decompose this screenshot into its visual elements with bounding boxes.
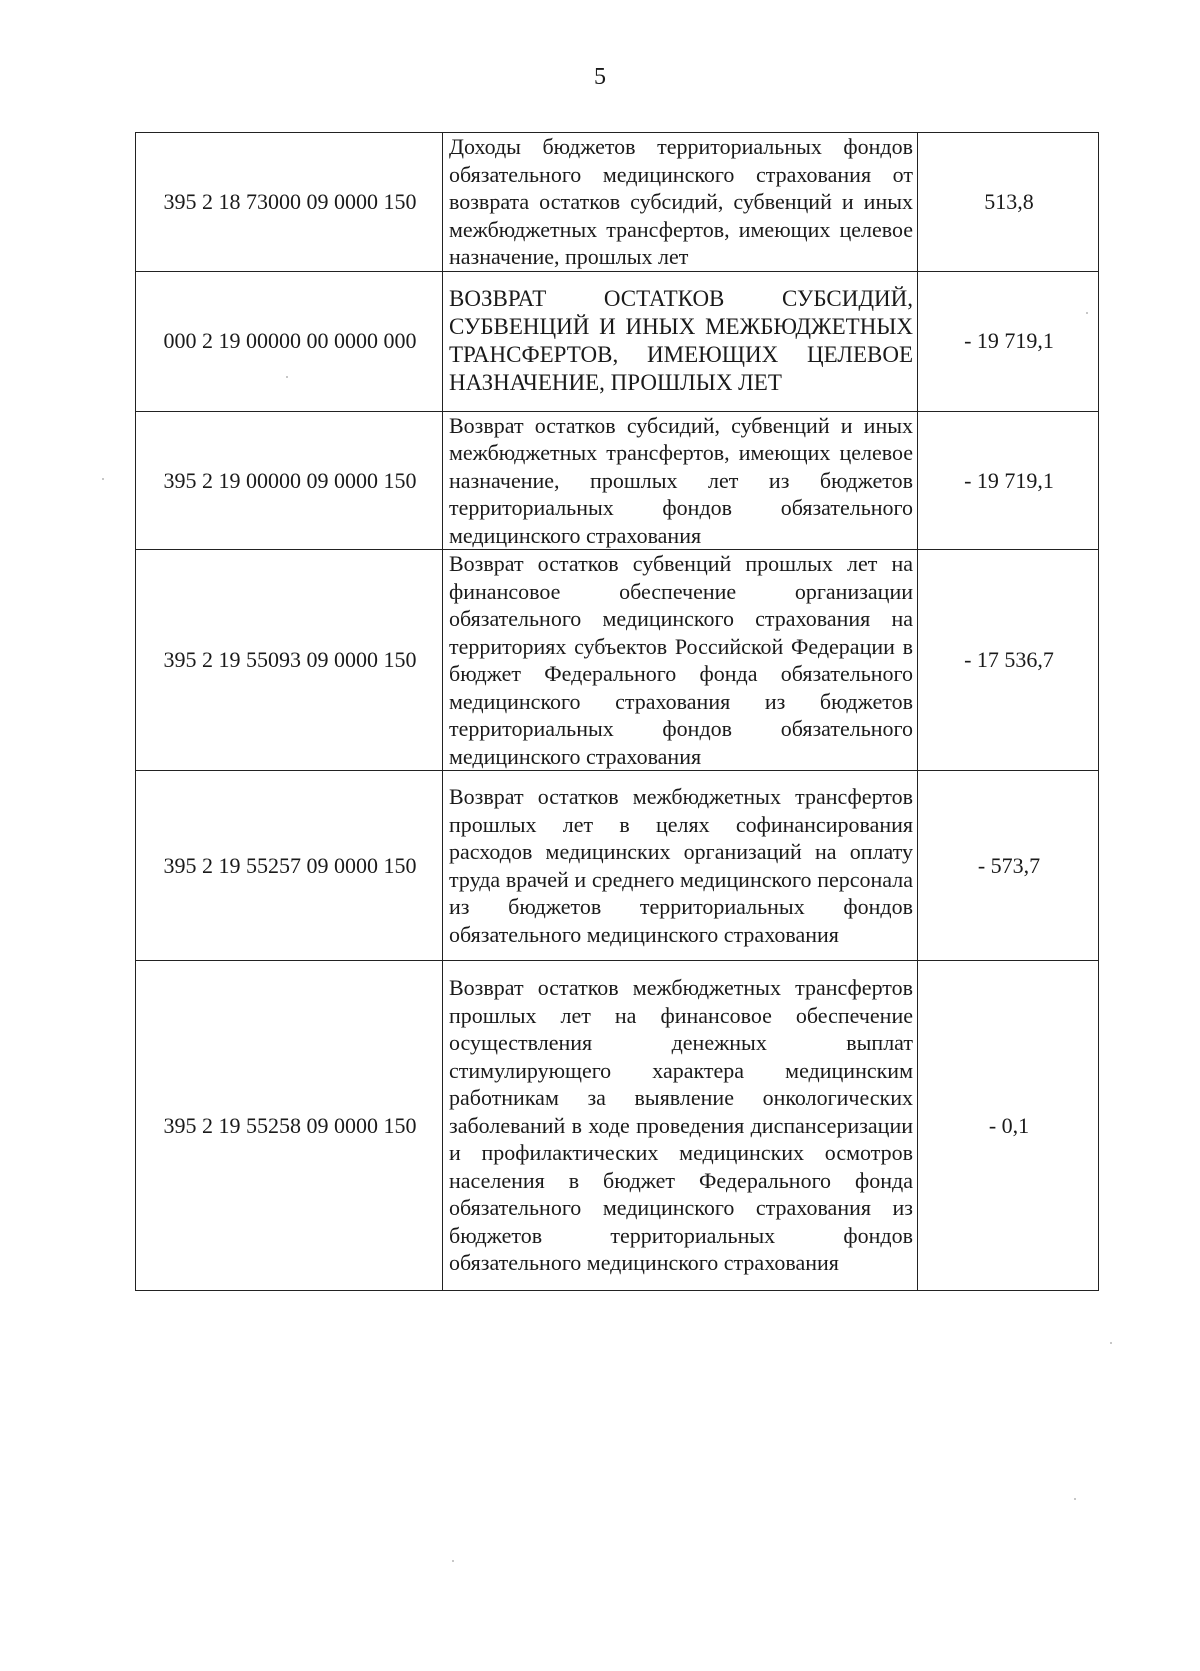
revenue-description: Возврат остатков субвенций прошлых лет на финансовое обеспечение организации обязательного медицинского страхования на территориях субъектов Российской Федерации в бюджет Федерального фонда обязательного медицинского страхования из бюджетов территориальных фондов обязательного медицинского страхования — [443, 550, 918, 771]
page-number: 5 — [594, 64, 606, 90]
budget-classification-code: 395 2 19 55257 09 0000 150 — [136, 771, 443, 961]
amount-value: - 19 719,1 — [918, 271, 1099, 411]
amount-value: 513,8 — [918, 133, 1099, 272]
revenue-description: Возврат остатков межбюджетных трансфертов прошлых лет на финансовое обеспечение осуществления денежных выплат стимулирующего характера медицинским работникам за выявление онкологических заболеваний в ходе проведения диспансеризации и профилактических медицинских осмотров населения в бюджет Федерального фонда обязательного медицинского страхования из бюджетов территориальных фондов обязательного медицинского страхования — [443, 961, 918, 1291]
budget-classification-code: 395 2 19 55258 09 0000 150 — [136, 961, 443, 1291]
scan-speck — [1074, 1498, 1076, 1500]
budget-classification-code: 000 2 19 00000 00 0000 000 — [136, 271, 443, 411]
table-row — [136, 961, 1099, 1291]
budget-classification-code: 395 2 19 55093 09 0000 150 — [136, 550, 443, 771]
revenue-description: Возврат остатков межбюджетных трансфертов прошлых лет в целях софинансирования расходов медицинских организаций на оплату труда врачей и среднего медицинского персонала из бюджетов территориальных фондов обязательного медицинского страхования — [443, 771, 918, 961]
revenue-description: Доходы бюджетов территориальных фондов обязательного медицинского страхования от возврата остатков субсидий, субвенций и иных межбюджетных трансфертов, имеющих целевое назначение, прошлых лет — [443, 133, 918, 272]
amount-value: - 0,1 — [918, 961, 1099, 1291]
revenue-description: Возврат остатков субсидий, субвенций и иных межбюджетных трансфертов, имеющих целевое назначение, прошлых лет из бюджетов территориальных фондов обязательного медицинского страхования — [443, 411, 918, 550]
revenue-description: ВОЗВРАТ ОСТАТКОВ СУБСИДИЙ, СУБВЕНЦИЙ И ИНЫХ МЕЖБЮДЖЕТНЫХ ТРАНСФЕРТОВ, ИМЕЮЩИХ ЦЕЛЕВОЕ НАЗНАЧЕНИЕ, ПРОШЛЫХ ЛЕТ — [443, 271, 918, 411]
table-row — [136, 550, 1099, 771]
scan-speck — [452, 1560, 454, 1562]
amount-value: - 573,7 — [918, 771, 1099, 961]
table-row — [136, 271, 1099, 411]
scan-speck — [286, 376, 288, 378]
table-row — [136, 771, 1099, 961]
budget-classification-code: 395 2 18 73000 09 0000 150 — [136, 133, 443, 272]
budget-classification-code: 395 2 19 00000 09 0000 150 — [136, 411, 443, 550]
amount-value: - 17 536,7 — [918, 550, 1099, 771]
budget-table — [135, 132, 1099, 1291]
scan-speck — [1110, 1342, 1112, 1344]
table-row — [136, 133, 1099, 272]
amount-value: - 19 719,1 — [918, 411, 1099, 550]
scan-speck — [102, 478, 104, 480]
table-row — [136, 411, 1099, 550]
scan-speck — [1086, 312, 1088, 314]
